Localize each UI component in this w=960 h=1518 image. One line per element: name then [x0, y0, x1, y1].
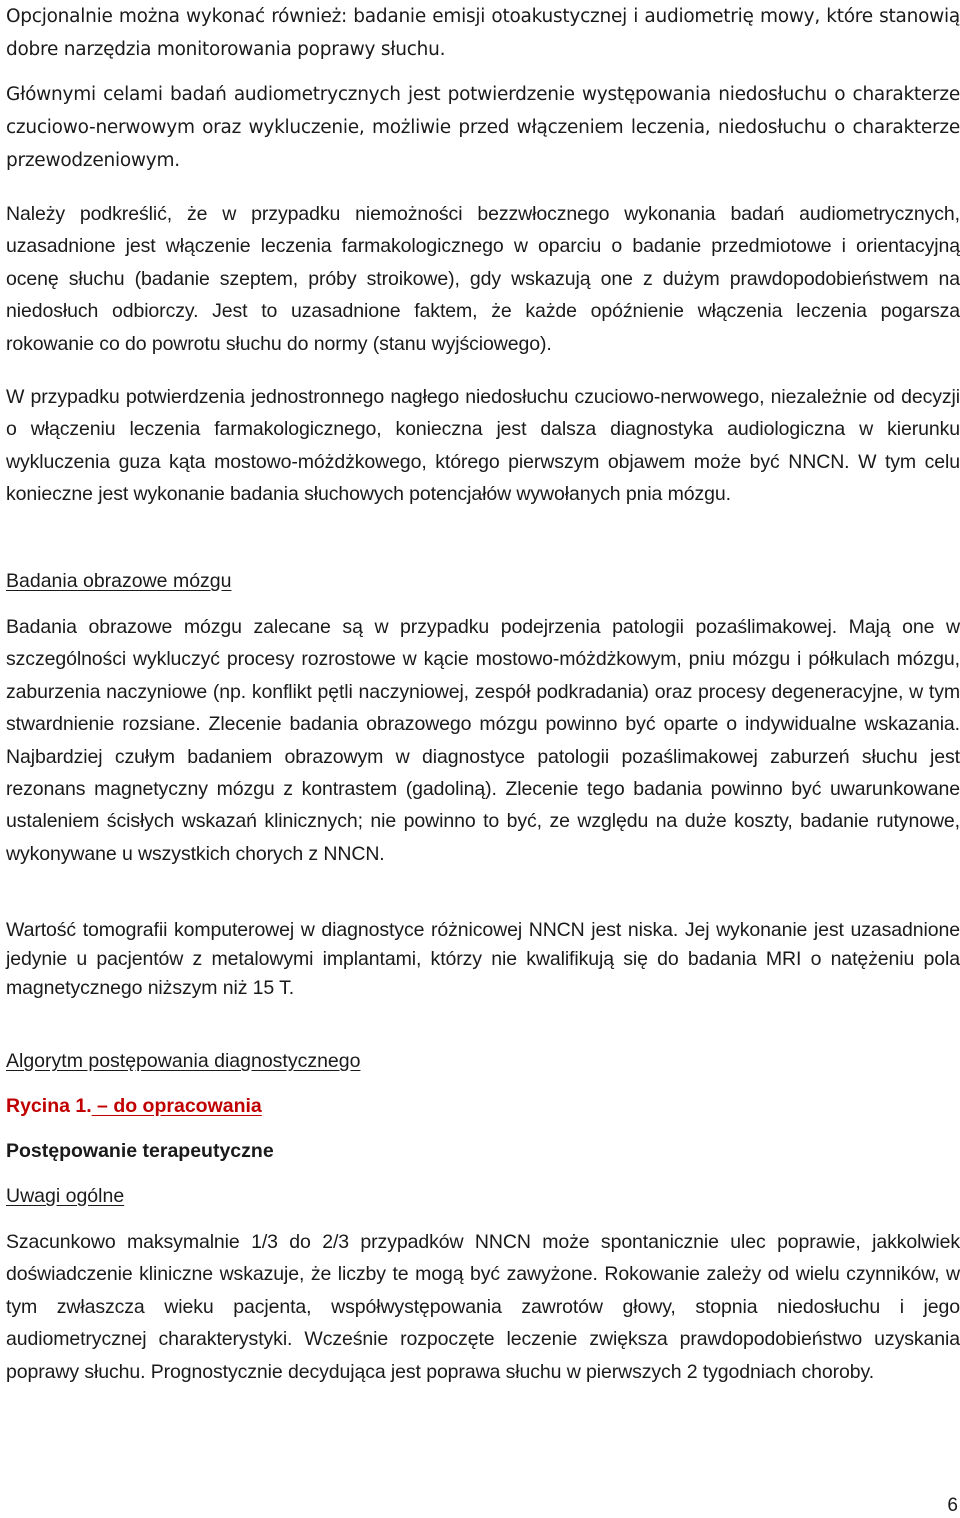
figure-label: Rycina 1. [6, 1095, 92, 1117]
heading-therapy: Postępowanie terapeutyczne [6, 1140, 274, 1162]
paragraph-ct: Wartość tomografii komputerowej w diagnostyce różnicowej NNCN jest niska. Jej wykonanie jest uzasadnione jedynie u pacjentów z metalowymi implantami, którzy nie kwalifikują się do badania MRI o natężeniu pola magnetycznego niższym niż 15 T. [6, 919, 960, 1000]
figure-pending: – do opracowania [91, 1095, 262, 1117]
heading-figure [6, 1090, 262, 1122]
paragraph-prognosis: Szacunkowo maksymalnie 1/3 do 2/3 przypadków NNCN może spontanicznie ulec poprawie, jakkolwiek doświadczenie kliniczne wskazuje, że liczby te mogą być zawyżone. Rokowanie zależy od wielu czynników, w tym zwłaszcza wieku pacjenta, współwystępowania zawrotów głowy, stopnia niedosłuchu i jego audiometrycznej charakterystyki. Wcześnie rozpoczęte leczenie zwiększa prawdopodobieństwo uzyskania poprawy słuchu. Prognostycznie decydująca jest poprawa słuchu w pierwszych 2 tygodniach choroby. [6, 1231, 960, 1383]
paragraph-imaging: Badania obrazowe mózgu zalecane są w przypadku podejrzenia patologii pozaślimakowej. Mają one w szczególności wykluczyć procesy rozrostowe w kącie mostowo-móżdżkowym, pniu mózgu i półkulach mózgu, zaburzenia naczyniowe (np. konflikt pętli naczyniowej, zespół podkradania) oraz procesy degeneracyjne, w tym stwardnienie rozsiane. Zlecenie badania obrazowego mózgu powinno być oparte o indywidualne wskazania. Najbardziej czułym badaniem obrazowym w diagnostyce patologii pozaślimakowej zaburzeń słuchu jest rezonans magnetyczny mózgu z kontrastem (gadoliną). Zlecenie tego badania powinno być uwarunkowane ustaleniem ścisłych wskazań klinicznych; nie powinno to być, ze względu na duże koszty, badanie rutynowe, wykonywane u wszystkich chorych z NNCN. [6, 616, 960, 865]
page-number: 6 [947, 1495, 958, 1516]
heading-algorithm: Algorytm postępowania diagnostycznego [6, 1050, 361, 1072]
paragraph-unilateral: W przypadku potwierdzenia jednostronnego nagłego niedosłuchu czuciowo-nerwowego, niezależnie od decyzji o włączeniu leczenia farmakologicznego, konieczna jest dalsza diagnostyka audiologiczna w kierunku wykluczenia guza kąta mostowo-móżdżkowego, którego pierwszym objawem może być NNCN. W tym celu konieczne jest wykonanie badania słuchowych potencjałów wywołanych pnia mózgu. [6, 386, 960, 506]
paragraph-oae: Opcjonalnie można wykonać również: badanie emisji otoakustycznej i audiometrię mowy, które stanowią dobre narzędzia monitorowania poprawy słuchu. [6, 6, 960, 60]
paragraph-emphasis: Należy podkreślić, że w przypadku niemożności bezzwłocznego wykonania badań audiometrycznych, uzasadnione jest włączenie leczenia farmakologicznego w oparciu o badanie przedmiotowe i orientacyjną ocenę słuchu (badanie szeptem, próby stroikowe), gdy wskazują one z dużym prawdopodobieństwem na niedosłuch odbiorczy. Jest to uzasadnione faktem, że każde opóźnienie włączenia leczenia pogarsza rokowanie co do powrotu słuchu do normy (stanu wyjściowego). [6, 203, 960, 355]
heading-general-notes: Uwagi ogólne [6, 1185, 125, 1207]
paragraph-audiometry-goals: Głównymi celami badań audiometrycznych jest potwierdzenie występowania niedosłuchu o charakterze czuciowo-nerwowym oraz wykluczenie, możliwie przed włączeniem leczenia, niedosłuchu o charakterze przewodzeniowym. [6, 84, 960, 171]
heading-imaging: Badania obrazowe mózgu [6, 570, 232, 592]
